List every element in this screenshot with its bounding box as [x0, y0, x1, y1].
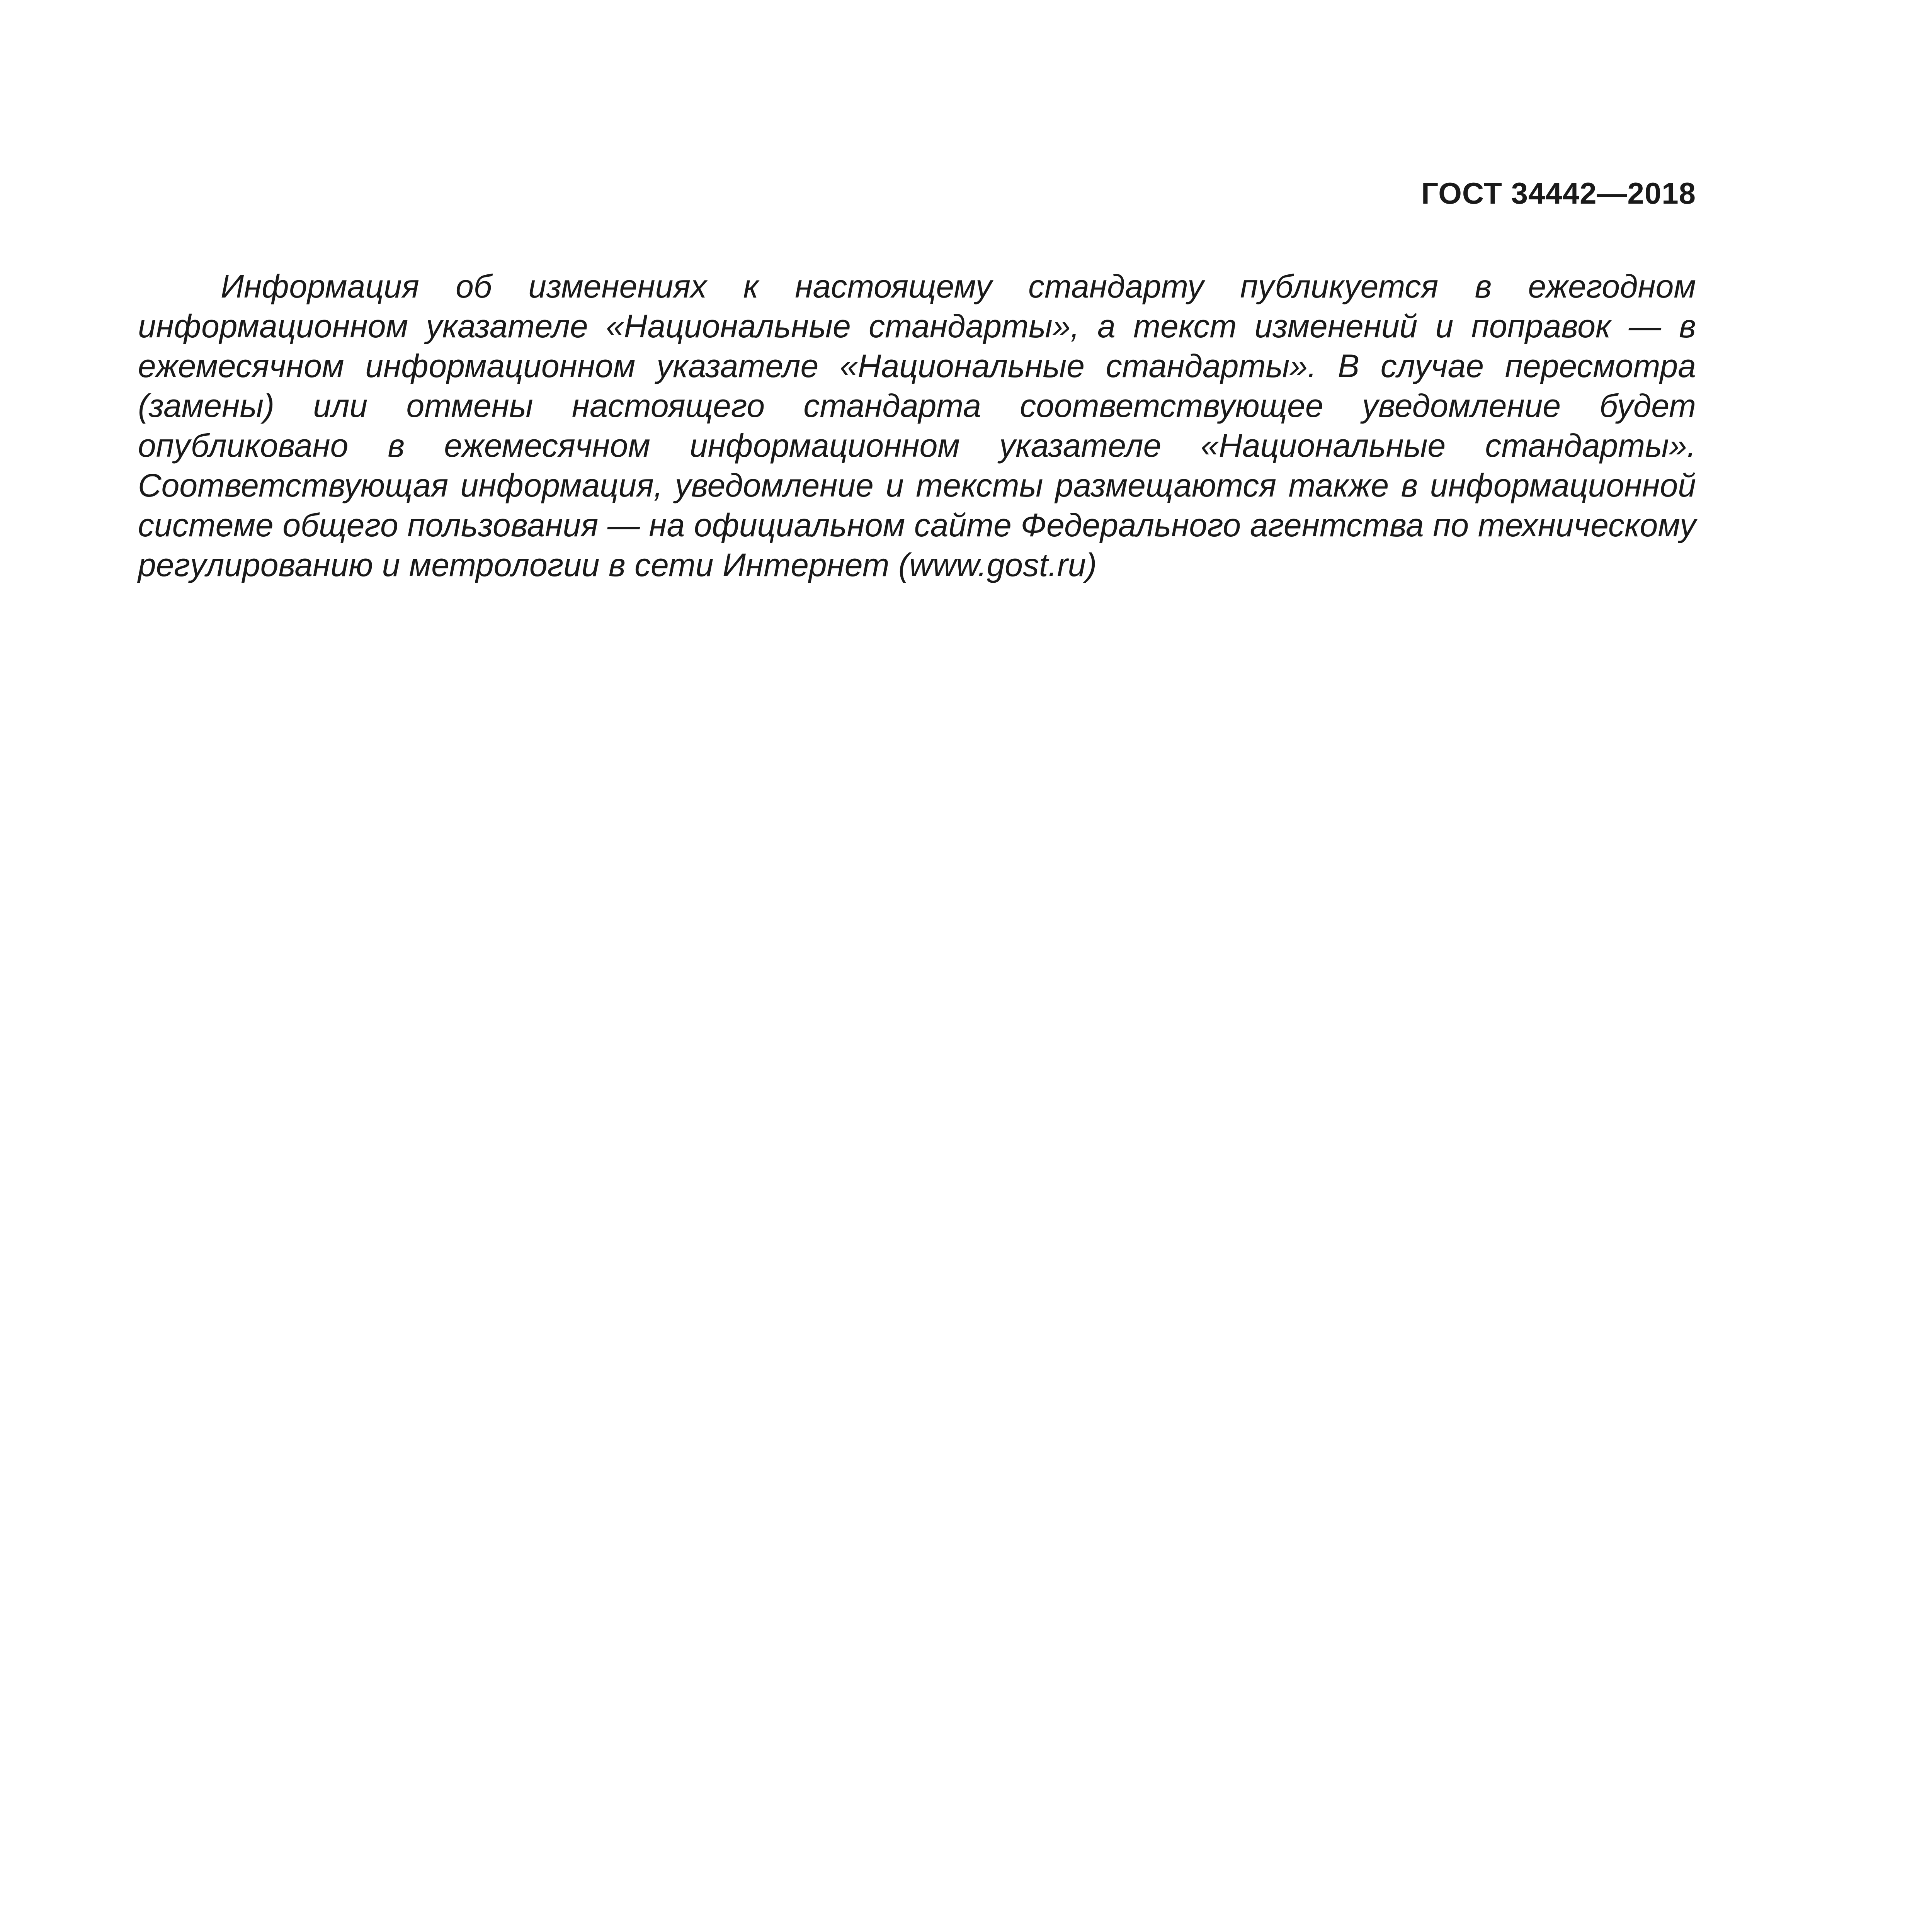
amendments-notice: Информация об изменениях к настоящему стандарту публикуется в ежегодном информационном указателе «Национальные стандарты», а текст изменений и поправок — в ежемесячном информационном указателе «Национальные стандарты». В случае пересмотра (замены) или отмены настоящего стандарта соответствующее уведомление будет опубликовано в ежемесячном информационном указателе «Национальные стандарты». Соответствующая информация, уведомление и тексты размещаются также в информационной системе общего пользования — на официальном сайте Федерального агентства по техническому регулированию и метрологии в сети Интернет (www.gost.ru) — [138, 268, 1696, 583]
standard-code: ГОСТ 34442—2018 — [1421, 176, 1696, 210]
